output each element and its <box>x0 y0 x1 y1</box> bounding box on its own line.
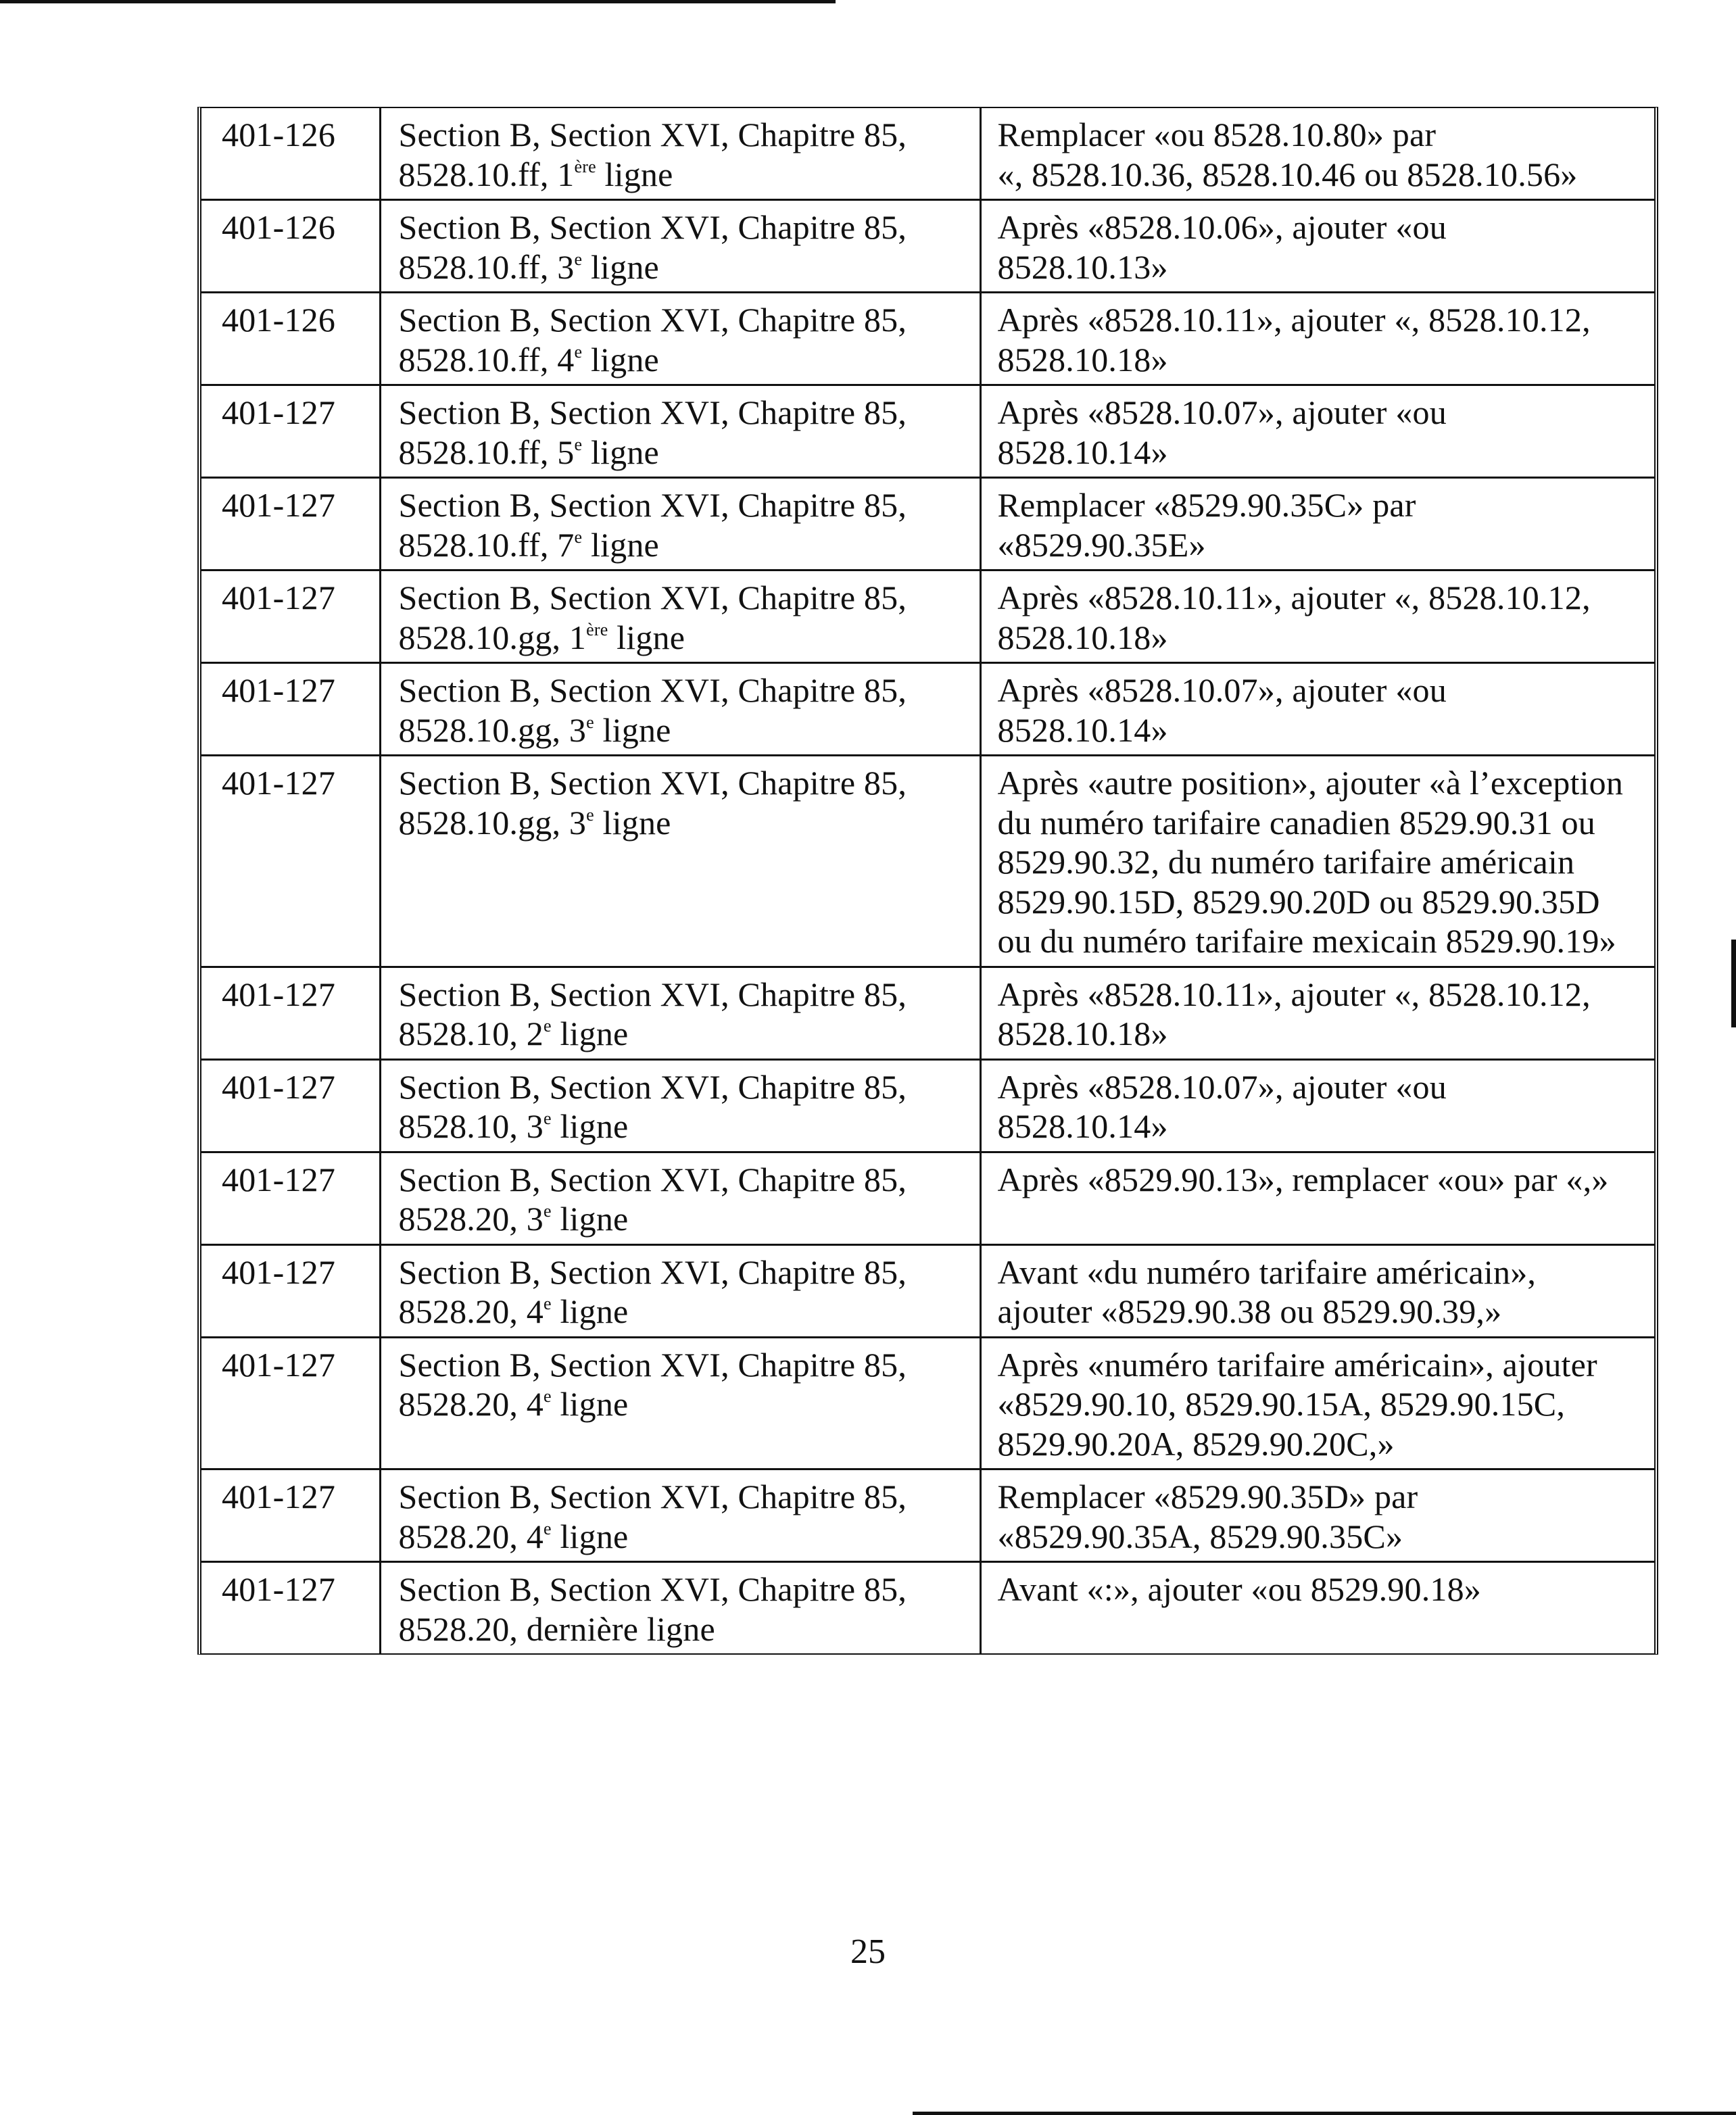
location-line-1: Section B, Section XVI, Chapitre 85, <box>398 764 907 802</box>
ordinal-superscript: e <box>544 1201 552 1221</box>
location-line-2-suffix: ligne <box>596 155 673 193</box>
table-row <box>201 1059 1654 1152</box>
location-line-2-suffix: ligne <box>582 433 659 471</box>
ordinal-superscript: e <box>586 804 594 825</box>
table-row <box>201 385 1654 478</box>
page-number: 25 <box>850 1932 886 1971</box>
table-row <box>201 293 1654 385</box>
amendment-cell: Avant «:», ajouter «ou 8529.90.18» <box>980 1562 1654 1654</box>
location-line-1: Section B, Section XVI, Chapitre 85, <box>398 393 907 431</box>
location-line-1: Section B, Section XVI, Chapitre 85, <box>398 1253 907 1291</box>
location-line-2-suffix: ligne <box>608 618 685 656</box>
table-row <box>201 1244 1654 1337</box>
location-cell <box>380 108 980 200</box>
table-row <box>201 967 1654 1059</box>
location-line-2: 8528.10, 2 <box>398 1015 544 1052</box>
location-line-1: Section B, Section XVI, Chapitre 85, <box>398 1570 907 1608</box>
amendment-cell: Avant «du numéro tarifaire américain», ajouter «8529.90.38 ou 8529.90.39,» <box>980 1244 1654 1337</box>
ordinal-superscript: e <box>544 1386 552 1406</box>
location-line-2: 8528.20, 3 <box>398 1200 544 1238</box>
location-line-2-suffix: ligne <box>551 1385 629 1423</box>
table-row <box>201 200 1654 293</box>
location-line-2-suffix: ligne <box>551 1200 629 1238</box>
reference-cell: 401-127 <box>201 1152 380 1244</box>
location-line-2: 8528.10.gg, 3 <box>398 710 587 749</box>
location-cell <box>380 200 980 293</box>
location-line-2-suffix: ligne <box>582 340 659 379</box>
location-line-1: Section B, Section XVI, Chapitre 85, <box>398 1478 907 1515</box>
table-row <box>201 570 1654 663</box>
location-cell <box>380 570 980 663</box>
location-line-2-suffix: ligne <box>582 525 659 564</box>
amendment-cell: Remplacer «ou 8528.10.80» par «, 8528.10.36, 8528.10.46 ou 8528.10.56» <box>980 108 1654 200</box>
amendment-cell: Après «numéro tarifaire américain», ajouter «8529.90.10, 8529.90.15A, 8529.90.15C, 8529.90.20A, 8529.90.20C,» <box>980 1337 1654 1469</box>
location-line-2: 8528.10.ff, 5 <box>398 433 575 471</box>
location-cell <box>380 1152 980 1244</box>
location-line-2: 8528.10.gg, 3 <box>398 803 587 842</box>
location-line-1: Section B, Section XVI, Chapitre 85, <box>398 486 907 524</box>
location-line-2-suffix: ligne <box>594 710 671 749</box>
reference-cell: 401-127 <box>201 385 380 478</box>
ordinal-superscript: e <box>544 1294 552 1313</box>
location-cell <box>380 663 980 756</box>
location-cell <box>380 478 980 570</box>
amendment-cell: Après «8528.10.06», ajouter «ou 8528.10.13» <box>980 200 1654 293</box>
location-line-1: Section B, Section XVI, Chapitre 85, <box>398 1160 907 1198</box>
reference-cell: 401-127 <box>201 1562 380 1654</box>
ordinal-superscript: e <box>586 712 594 732</box>
location-cell <box>380 756 980 967</box>
amendments-table-body <box>201 108 1654 1653</box>
location-line-1: Section B, Section XVI, Chapitre 85, <box>398 1345 907 1384</box>
amendment-cell: Après «8528.10.07», ajouter «ou 8528.10.14» <box>980 1059 1654 1152</box>
table-row <box>201 108 1654 200</box>
amendment-cell: Remplacer «8529.90.35C» par «8529.90.35E» <box>980 478 1654 570</box>
reference-cell: 401-127 <box>201 1244 380 1337</box>
location-line-2: 8528.10.ff, 1 <box>398 155 575 193</box>
amendment-cell: Après «8529.90.13», remplacer «ou» par «,» <box>980 1152 1654 1244</box>
reference-cell: 401-126 <box>201 293 380 385</box>
amendment-cell: Après «8528.10.11», ajouter «, 8528.10.12, 8528.10.18» <box>980 570 1654 663</box>
location-cell <box>380 1562 980 1654</box>
scan-right-edge-mark <box>1731 940 1736 1027</box>
amendment-cell: Après «8528.10.07», ajouter «ou 8528.10.14» <box>980 385 1654 478</box>
location-line-2-suffix: ligne <box>551 1292 629 1330</box>
reference-cell: 401-126 <box>201 200 380 293</box>
location-cell <box>380 967 980 1059</box>
table-row <box>201 1562 1654 1654</box>
location-line-1: Section B, Section XVI, Chapitre 85, <box>398 579 907 616</box>
location-line-2: 8528.10.ff, 3 <box>398 247 575 286</box>
ordinal-superscript: e <box>544 1518 552 1538</box>
amendments-table <box>201 108 1654 1653</box>
location-line-2: 8528.10, 3 <box>398 1107 544 1145</box>
location-line-2-suffix: ligne <box>582 247 659 286</box>
location-line-1: Section B, Section XVI, Chapitre 85, <box>398 1067 907 1106</box>
location-line-1: Section B, Section XVI, Chapitre 85, <box>398 116 907 153</box>
table-row <box>201 756 1654 967</box>
reference-cell: 401-127 <box>201 478 380 570</box>
reference-cell: 401-126 <box>201 108 380 200</box>
table-row <box>201 1469 1654 1562</box>
location-line-2-suffix: ligne <box>551 1517 629 1555</box>
location-line-2-suffix: ligne <box>551 1015 629 1052</box>
reference-cell: 401-127 <box>201 1059 380 1152</box>
location-line-2-suffix: ligne <box>594 803 671 842</box>
location-line-1: Section B, Section XVI, Chapitre 85, <box>398 208 907 246</box>
amendment-cell: Après «8528.10.07», ajouter «ou 8528.10.14» <box>980 663 1654 756</box>
reference-cell: 401-127 <box>201 1469 380 1562</box>
amendment-cell: Après «autre position», ajouter «à l’exception du numéro tarifaire canadien 8529.90.31 ou 8529.90.32, du numéro tarifaire américain 8529.90.15D, 8529.90.20D ou 8529.90.35D ou du numéro tarifaire mexicain 8529.90.19» <box>980 756 1654 967</box>
table-row <box>201 1152 1654 1244</box>
ordinal-superscript: e <box>544 1109 552 1128</box>
ordinal-superscript: e <box>544 1016 552 1036</box>
location-line-1: Section B, Section XVI, Chapitre 85, <box>398 671 907 709</box>
ordinal-superscript: e <box>574 434 583 454</box>
amendment-cell: Après «8528.10.11», ajouter «, 8528.10.12, 8528.10.18» <box>980 967 1654 1059</box>
ordinal-superscript: ère <box>586 619 608 639</box>
location-cell <box>380 1469 980 1562</box>
location-cell <box>380 385 980 478</box>
location-line-2: 8528.20, 4 <box>398 1292 544 1330</box>
amendments-table-frame <box>197 107 1658 1655</box>
table-row <box>201 478 1654 570</box>
scan-bottom-rule <box>913 2112 1736 2115</box>
ordinal-superscript: e <box>574 341 583 362</box>
location-cell <box>380 293 980 385</box>
location-line-1: Section B, Section XVI, Chapitre 85, <box>398 301 907 339</box>
ordinal-superscript: e <box>574 527 583 547</box>
ordinal-superscript: e <box>574 249 583 269</box>
location-line-2: 8528.20, 4 <box>398 1517 544 1555</box>
location-line-1: Section B, Section XVI, Chapitre 85, <box>398 975 907 1013</box>
location-line-2-suffix: ligne <box>551 1107 629 1145</box>
reference-cell: 401-127 <box>201 1337 380 1469</box>
location-line-2: 8528.10.ff, 4 <box>398 340 575 379</box>
location-line-2: 8528.20, 4 <box>398 1385 544 1423</box>
location-line-2: 8528.10.ff, 7 <box>398 525 575 564</box>
reference-cell: 401-127 <box>201 570 380 663</box>
table-row <box>201 663 1654 756</box>
location-cell <box>380 1244 980 1337</box>
location-line-2: 8528.20, dernière ligne <box>398 1609 715 1648</box>
location-cell <box>380 1059 980 1152</box>
amendment-cell: Après «8528.10.11», ajouter «, 8528.10.12, 8528.10.18» <box>980 293 1654 385</box>
ordinal-superscript: ère <box>574 156 596 176</box>
amendment-cell: Remplacer «8529.90.35D» par «8529.90.35A, 8529.90.35C» <box>980 1469 1654 1562</box>
location-line-2: 8528.10.gg, 1 <box>398 618 587 656</box>
reference-cell: 401-127 <box>201 967 380 1059</box>
scan-top-rule <box>0 0 836 3</box>
table-row <box>201 1337 1654 1469</box>
location-cell <box>380 1337 980 1469</box>
reference-cell: 401-127 <box>201 756 380 967</box>
reference-cell: 401-127 <box>201 663 380 756</box>
